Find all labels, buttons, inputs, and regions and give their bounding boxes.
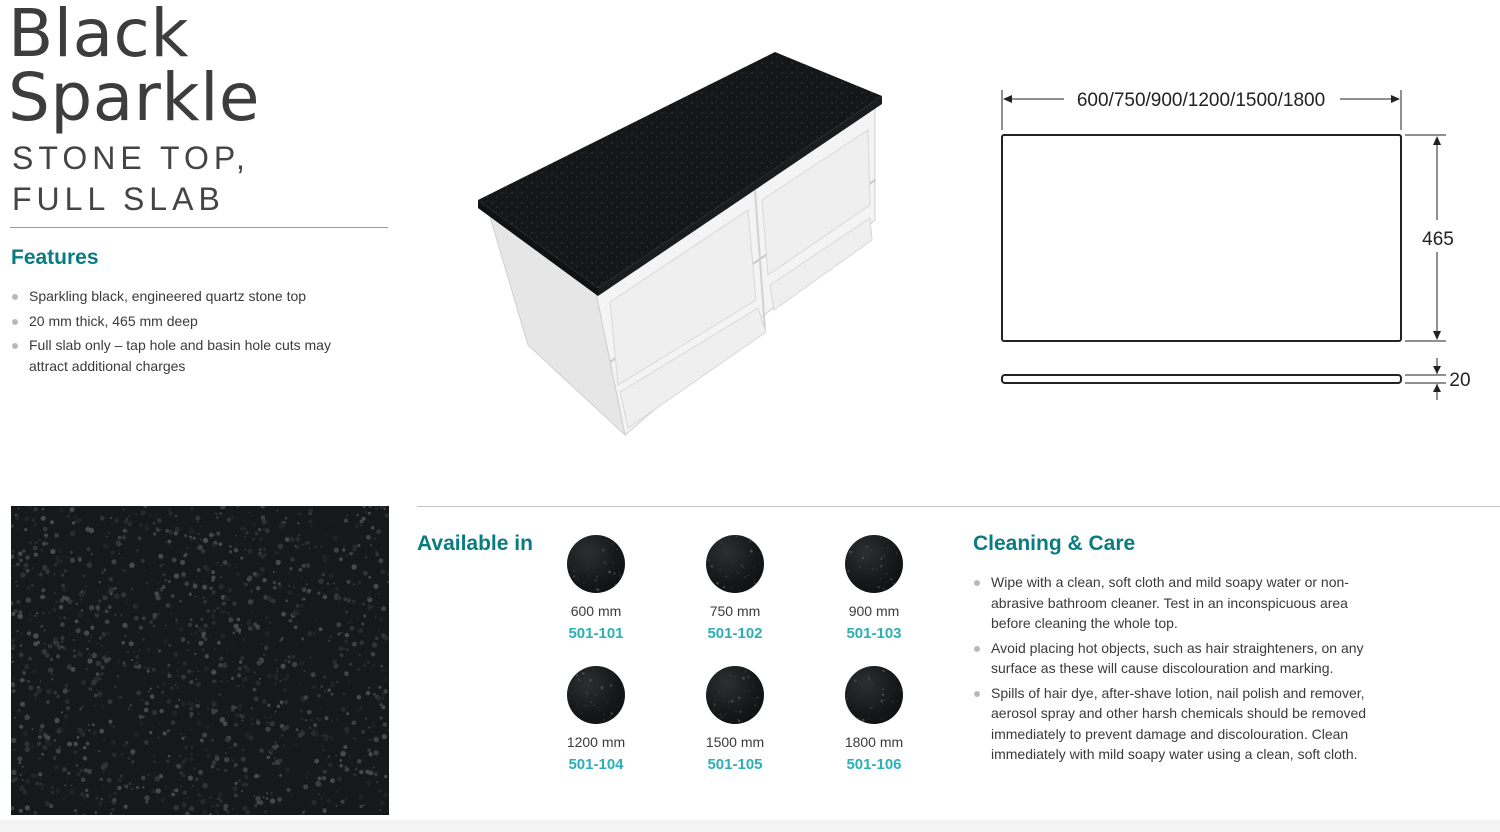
feature-item: Full slab only – tap hole and basin hole cuts may attract additional charges (11, 335, 371, 376)
stone-sample-disc (706, 535, 764, 593)
divider (417, 506, 1500, 507)
size-option (829, 666, 919, 774)
product-code: 501-104 (568, 756, 624, 773)
product-subtitle (12, 138, 250, 220)
cleaning-care-heading: Cleaning & Care (973, 532, 1136, 555)
size-option (551, 535, 641, 643)
stone-sample-disc (567, 666, 625, 724)
product-code: 501-102 (707, 625, 763, 642)
depth-dimension-label: 465 (1422, 229, 1454, 250)
size-label: 1500 mm (705, 734, 765, 750)
width-dimension-label: 600/750/900/1200/1500/1800 (1076, 90, 1326, 111)
product-code: 501-106 (846, 756, 902, 773)
features-heading: Features (11, 246, 99, 269)
size-option (829, 535, 919, 643)
product-subtitle-line1: STONE TOP, (12, 140, 250, 176)
size-option (690, 666, 780, 774)
product-code: 501-101 (568, 625, 624, 642)
footer-band (0, 820, 1500, 832)
thickness-dimension-label: 20 (1449, 370, 1471, 391)
stone-sample-disc (567, 535, 625, 593)
stone-sample-disc (845, 666, 903, 724)
stone-swatch-image (11, 506, 389, 815)
care-item: Wipe with a clean, soft cloth and mild soapy water or non-abrasive bathroom cleaner. Test in an inconspicuous area before cleaning the whole top. (973, 572, 1373, 634)
feature-item: Sparkling black, engineered quartz stone top (11, 286, 371, 307)
stone-sample-disc (706, 666, 764, 724)
features-list (11, 286, 371, 380)
feature-item: 20 mm thick, 465 mm deep (11, 311, 371, 332)
product-title (8, 0, 261, 136)
care-list (973, 572, 1373, 769)
care-item: Spills of hair dye, after-shave lotion, nail polish and remover, aerosol spray and other harsh chemicals should be removed immediately to prevent damage and discolouration. Clean immediately with mild soapy water using a clean, soft cloth. (973, 683, 1373, 765)
product-image (470, 40, 890, 445)
size-label: 900 mm (848, 603, 900, 619)
available-in-heading: Available in (417, 532, 533, 555)
size-label: 1200 mm (566, 734, 626, 750)
product-title-line1: Black (8, 0, 190, 72)
size-option (551, 666, 641, 774)
stone-sample-disc (845, 535, 903, 593)
size-label: 1800 mm (844, 734, 904, 750)
product-code: 501-103 (846, 625, 902, 642)
care-item: Avoid placing hot objects, such as hair straighteners, on any surface as these will cause discolouration and marking. (973, 638, 1373, 679)
dimension-diagram (990, 80, 1490, 410)
size-label: 600 mm (570, 603, 622, 619)
size-label: 750 mm (709, 603, 761, 619)
product-subtitle-line2: FULL SLAB (12, 181, 225, 217)
product-code: 501-105 (707, 756, 763, 773)
product-title-line2: Sparkle (8, 59, 261, 136)
size-option (690, 535, 780, 643)
divider (10, 227, 388, 228)
